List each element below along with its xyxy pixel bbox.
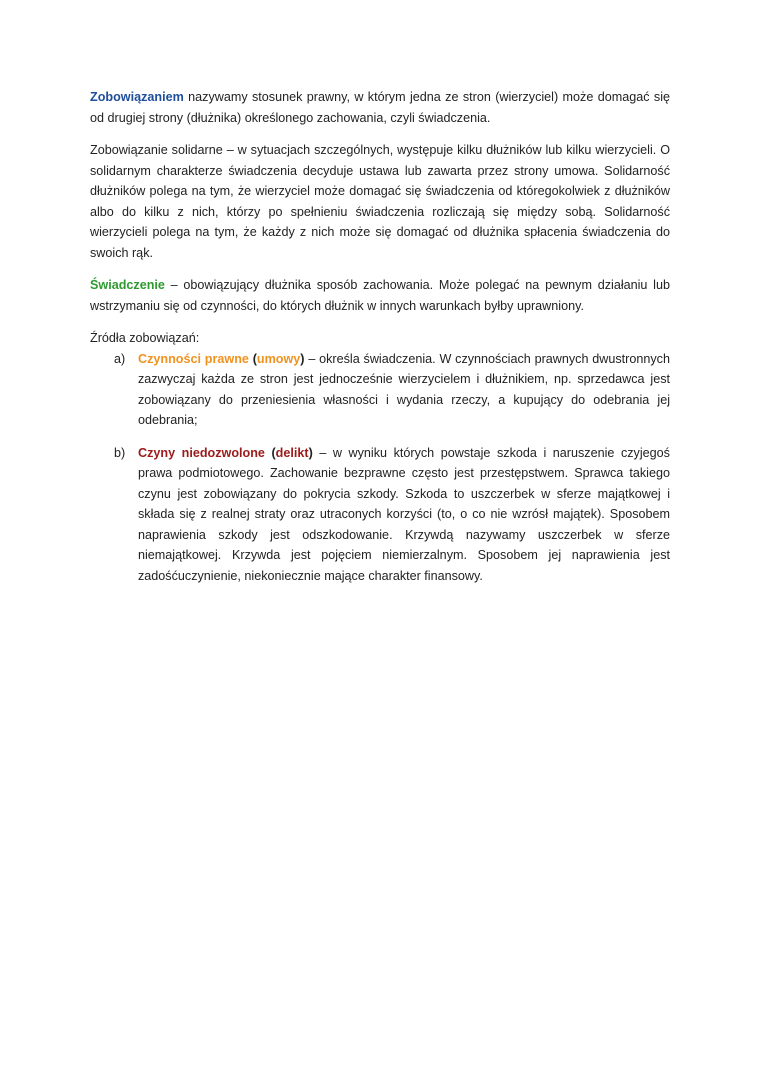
- paragraph-definition-obligation: [90, 87, 670, 128]
- paragraph-solidarity: [90, 140, 670, 263]
- list-item-text: – w wyniku których powstaje szkoda i naruszenie czyjegoś prawa podmiotowego. Zachowanie bezprawne często jest przestępstwem. Sprawca takiego czynu jest zobowiązany do pokrycia szkody. Szkoda to uszczerbek w sferze majątkowej i składa się z realnej straty oraz utraconych korzyści (to, o co nie wzrósł majątek). Sposobem naprawienia szkody jest odszkodowanie. Krzywdą nazywamy uszczerbek w sferze niemajątkowej. Krzywda jest pojęciem niemierzalnym. Sposobem jej naprawienia jest zadośćuczynienie, niekoniecznie mające charakter finansowy.: [138, 445, 670, 583]
- term-torts: Czyny niedozwolone: [138, 445, 265, 460]
- paragraph-text: – obowiązujący dłużnika sposób zachowania. Może polegać na pewnym działaniu lub wstrzymaniu się od czynności, do których dłużnik w innych warunkach byłby uprawniony.: [90, 278, 670, 313]
- paren-open: (: [248, 351, 257, 366]
- paren-close: ): [300, 351, 305, 366]
- list-item-text: – określa świadczenia. W czynnościach prawnych dwustronnych zazwyczaj każda ze stron jest jednocześnie wierzycielem i dłużnikiem, np. sprzedawca jest zobowiązany do przeniesienia własności i wydania rzeczy, a kupujący do odebrania jej odebrania;: [138, 351, 670, 427]
- term-obligation: Zobowiązaniem: [90, 90, 184, 104]
- term-performance: Świadczenie: [90, 278, 165, 292]
- paren-close: ): [308, 445, 313, 460]
- sources-heading: Źródła zobowiązań:: [90, 331, 200, 345]
- document-body: [90, 87, 670, 598]
- paragraph-text: Zobowiązanie solidarne – w sytuacjach szczególnych, występuje kilku dłużników lub kilku wierzycieli. O solidarnym charakterze świadczenia decyduje ustawa lub zawarta przez strony umowa. Solidarność dłużników polega na tym, że wierzyciel może domagać się świadczenia od któregokolwiek z dłużników albo do kilku z nich, którzy po spełnieniu świadczenia rozliczają się między sobą. Solidarność wierzycieli polega na tym, że każdy z nich może się domagać od dłużnika spłacenia świadczenia do swoich rąk.: [90, 143, 670, 260]
- list-marker: b): [114, 445, 126, 460]
- paren-open: (: [264, 445, 276, 460]
- list-marker: a): [114, 351, 126, 366]
- term-contracts: umowy: [256, 351, 301, 366]
- paragraph-definition-performance: [90, 275, 670, 316]
- paragraph-text: nazywamy stosunek prawny, w którym jedna ze stron (wierzyciel) może domagać się od drugiej strony (dłużnika) określonego zachowania, czyli świadczenia.: [90, 90, 670, 125]
- term-legal-acts: Czynności prawne: [138, 351, 249, 366]
- term-delict: delikt: [275, 445, 309, 460]
- list-item: [90, 349, 670, 431]
- list-item: [90, 443, 670, 587]
- sources-list: [90, 349, 670, 587]
